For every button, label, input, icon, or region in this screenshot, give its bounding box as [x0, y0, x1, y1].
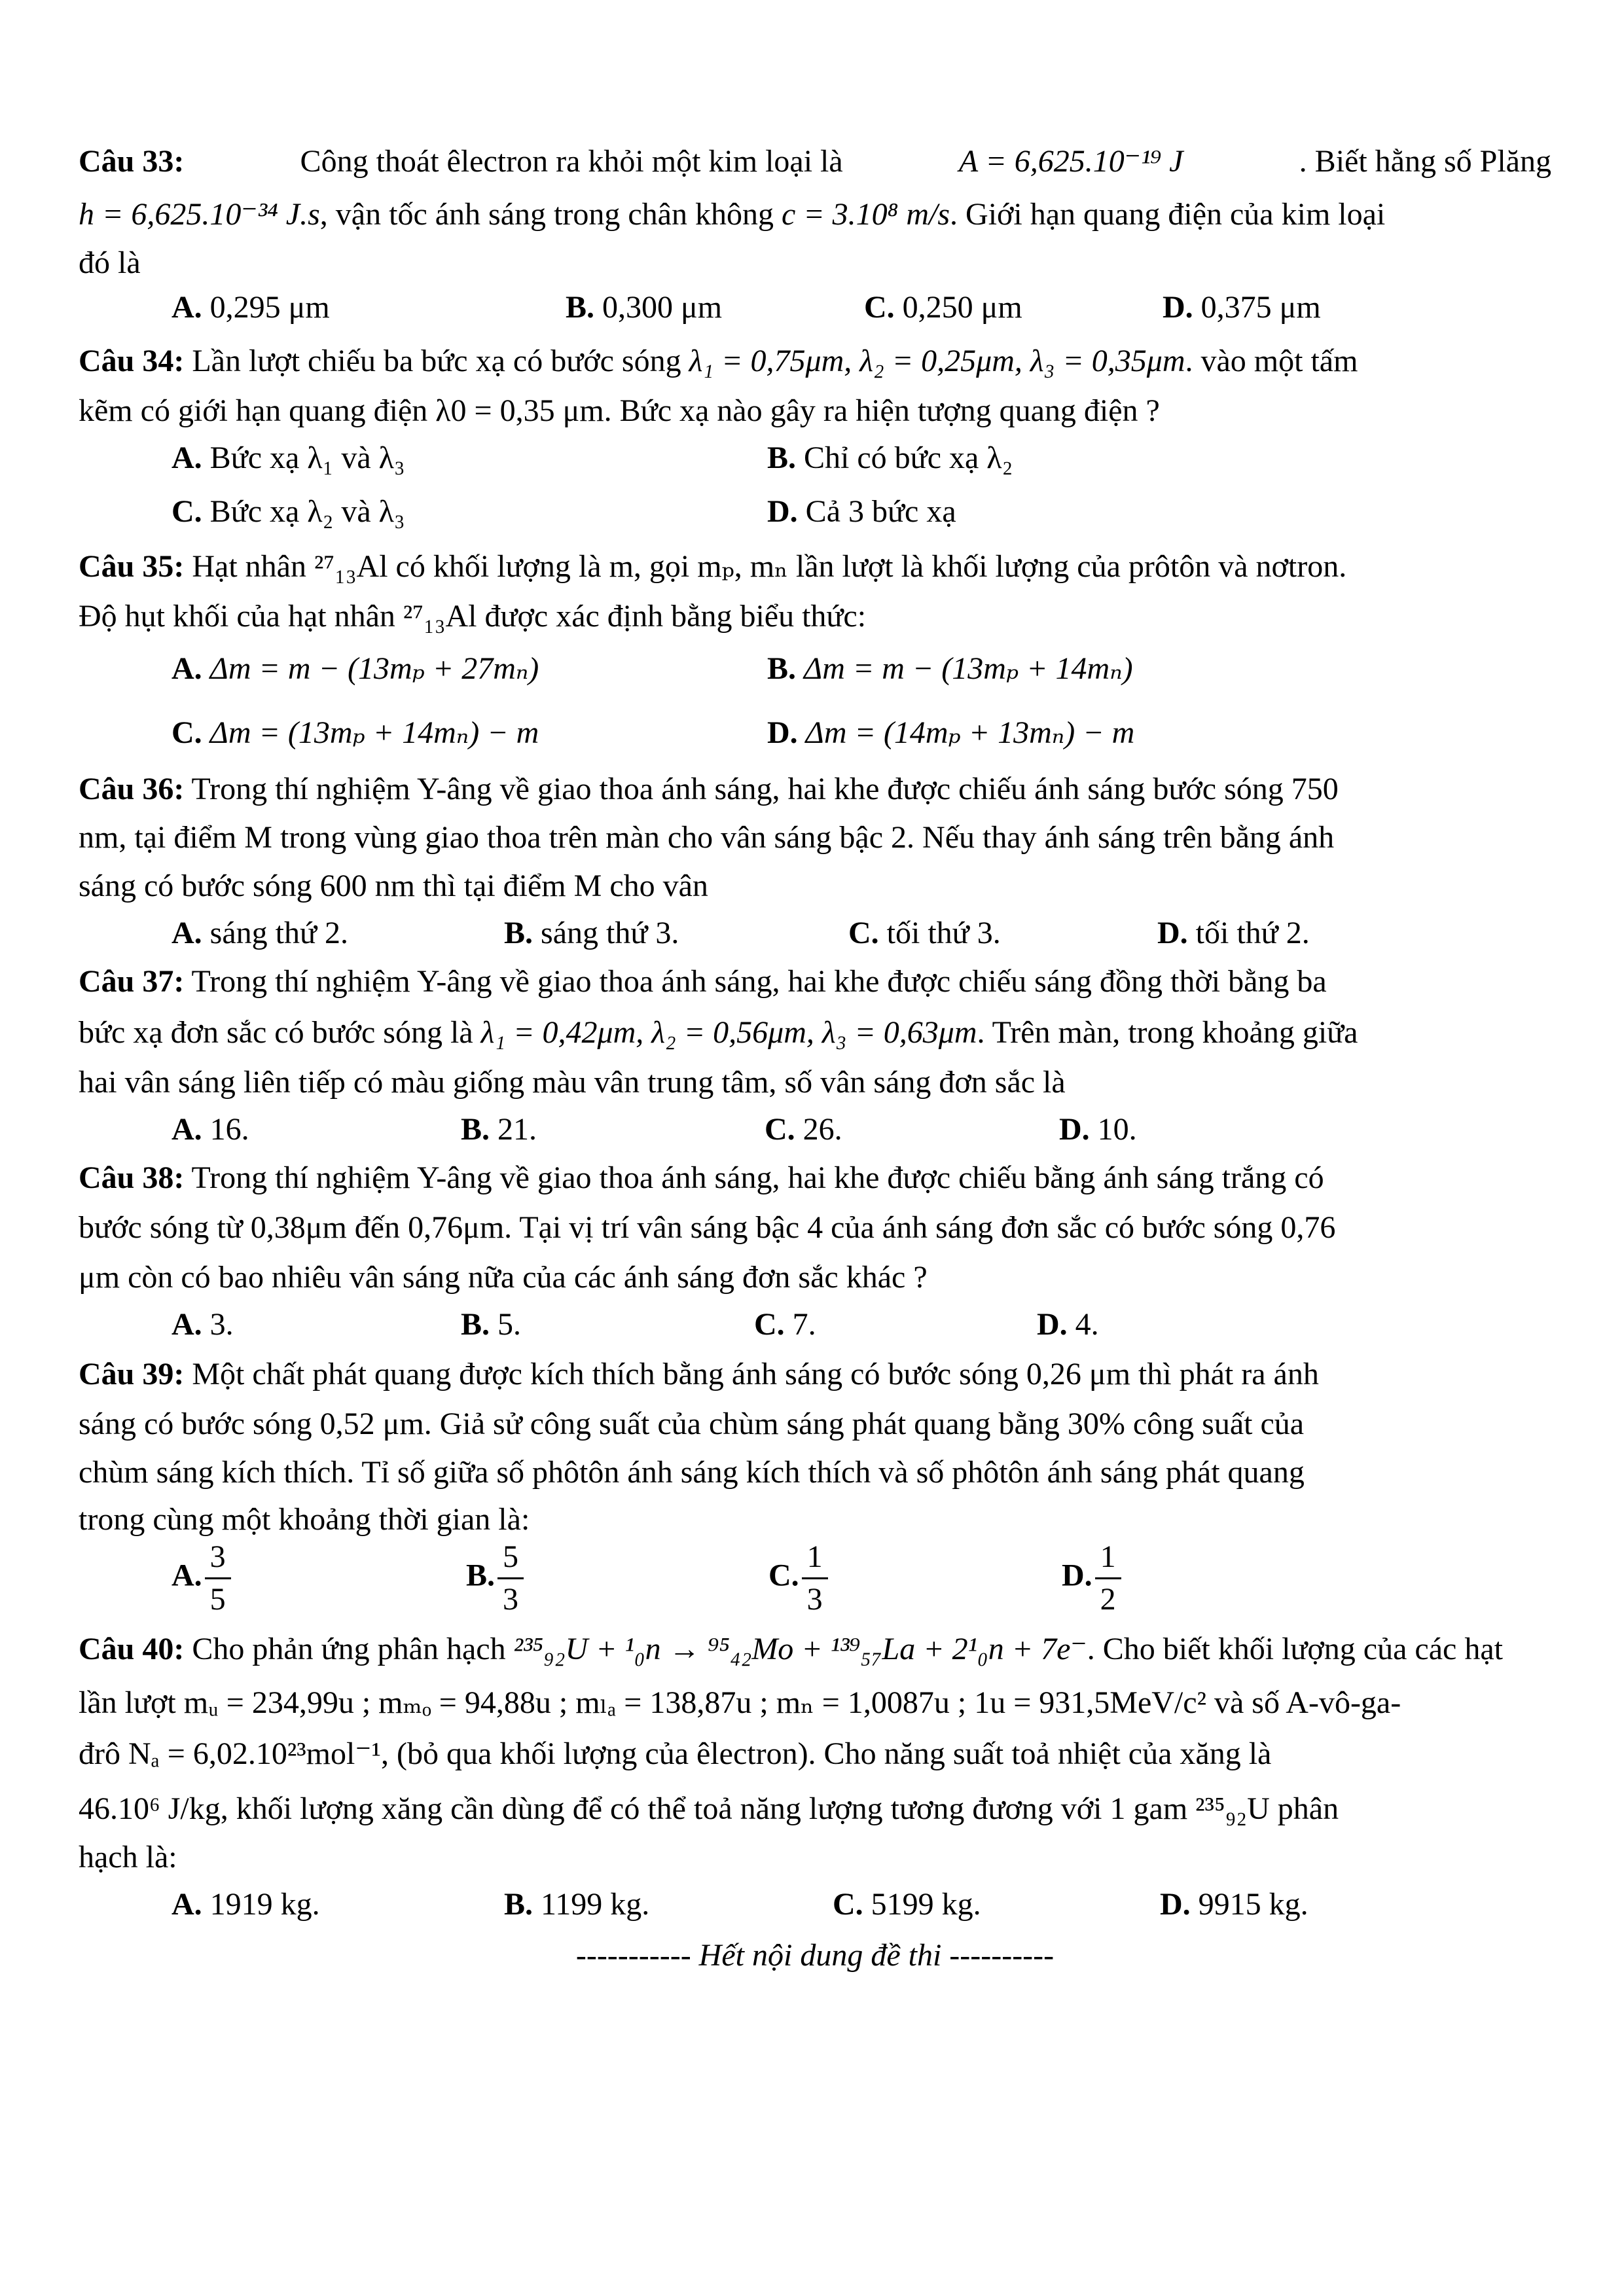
option-letter: A.	[171, 1887, 202, 1922]
option-text: tối thứ 2.	[1195, 916, 1310, 950]
option-text: Δm = m − (13mₚ + 27mₙ)	[209, 651, 539, 686]
q33-math-1: A = 6,625.10⁻¹⁹ J	[958, 144, 1183, 179]
q37-option-a	[171, 1110, 249, 1149]
q39-line-2: sáng có bước sóng 0,52 μm. Giả sử công suất của chùm sáng phát quang bằng 30% công suất của	[79, 1407, 1305, 1441]
q40-tail-1: . Cho biết khối lượng của các hạt	[1087, 1632, 1503, 1666]
option-text: Cả 3 bức xạ	[805, 494, 956, 529]
q35-option-c	[171, 713, 539, 753]
q34-label: Câu 34:	[79, 344, 185, 378]
option-letter: C.	[171, 494, 202, 529]
q40-line-4: 46.10⁶ J/kg, khối lượng xăng cần dùng để có thể toả năng lượng tương đương với 1 gam ²³⁵₉₂U phân	[79, 1791, 1339, 1826]
q36-line-1	[79, 770, 1339, 809]
q33-option-a	[171, 288, 330, 327]
option-text: 16.	[209, 1112, 249, 1147]
option-letter: D.	[767, 494, 798, 529]
q36-option-b	[504, 914, 679, 953]
numerator: 1	[1095, 1537, 1121, 1579]
q39-line-4: trong cùng một khoảng thời gian là:	[79, 1502, 530, 1537]
q34-math-1: λ₁ = 0,75μm, λ₂ = 0,25μm, λ₃ = 0,35μm	[689, 344, 1185, 378]
q38-line-1	[79, 1158, 1324, 1198]
q39-option-a	[171, 1537, 231, 1620]
q35-text-1: Hạt nhân ²⁷₁₃Al có khối lượng là m, gọi mₚ, mₙ lần lượt là khối lượng của prôtôn và nơtron.	[192, 549, 1347, 584]
q33-line-2	[79, 195, 1385, 234]
option-text: Chỉ có bức xạ λ₂	[804, 440, 1013, 475]
option-letter: C.	[864, 290, 895, 325]
q34-line-2: kẽm có giới hạn quang điện λ0 = 0,35 μm. Bức xạ nào gây ra hiện tượng quang điện ?	[79, 393, 1160, 428]
option-text: 5.	[497, 1307, 522, 1342]
q33-tail-1: . Biết hằng số Plăng	[1299, 144, 1551, 179]
numerator: 1	[802, 1537, 828, 1579]
q36-line-3: sáng có bước sóng 600 nm thì tại điểm M cho vân	[79, 869, 708, 903]
q34-option-b	[767, 439, 1013, 478]
fraction	[802, 1537, 828, 1620]
q37-option-d	[1059, 1110, 1137, 1149]
q35-option-a	[171, 649, 539, 689]
q36-option-a	[171, 914, 348, 953]
q33-text-2: , vận tốc ánh sáng trong chân không	[319, 197, 774, 232]
option-text: Δm = (13mₚ + 14mₙ) − m	[209, 715, 539, 750]
denominator: 3	[503, 1582, 519, 1617]
option-text: Δm = (14mₚ + 13mₙ) − m	[805, 715, 1135, 750]
q33-option-d	[1163, 288, 1321, 327]
q37-text-1: Trong thí nghiệm Y-âng về giao thoa ánh sáng, hai khe được chiếu sáng đồng thời bằng ba	[191, 964, 1327, 999]
denominator: 2	[1100, 1582, 1116, 1617]
option-text: 10.	[1097, 1112, 1137, 1147]
q33-text-1: Công thoát êlectron ra khỏi một kim loại là	[300, 144, 843, 179]
q39-text-1: Một chất phát quang được kích thích bằng ánh sáng có bước sóng 0,26 μm thì phát ra ánh	[192, 1357, 1319, 1391]
q37-line-3: hai vân sáng liên tiếp có màu giống màu vân trung tâm, số vân sáng đơn sắc là	[79, 1065, 1066, 1100]
q37-text-2: bức xạ đơn sắc có bước sóng là	[79, 1015, 473, 1050]
q37-label: Câu 37:	[79, 964, 185, 999]
option-letter: B.	[504, 1887, 533, 1922]
option-text: tối thứ 3.	[886, 916, 1001, 950]
option-text: sáng thứ 3.	[541, 916, 679, 950]
q38-label: Câu 38:	[79, 1160, 185, 1195]
option-text: 0,300 μm	[602, 290, 723, 325]
option-letter: C.	[833, 1887, 863, 1922]
q39-label: Câu 39:	[79, 1357, 185, 1391]
option-letter: B.	[461, 1112, 490, 1147]
q36-label: Câu 36:	[79, 772, 185, 806]
end-of-exam-footer: ----------- Hết nội dung đề thi ----------	[575, 1938, 1055, 1973]
option-text: 21.	[497, 1112, 537, 1147]
option-letter: C.	[768, 1558, 799, 1593]
q35-label: Câu 35:	[79, 549, 185, 584]
option-letter: C.	[765, 1112, 795, 1147]
option-text: Bức xạ λ₁ và λ₃	[209, 440, 405, 475]
q33-math-2: h = 6,625.10⁻³⁴ J.s	[79, 197, 320, 232]
q40-line-3: đrô Nₐ = 6,02.10²³mol⁻¹, (bỏ qua khối lượng của êlectron). Cho năng suất toả nhiệt của xăng là	[79, 1736, 1272, 1771]
q37-line-2	[79, 1013, 1358, 1052]
option-letter: C.	[754, 1307, 785, 1342]
q34-option-c	[171, 492, 405, 531]
q40-line-5: hạch là:	[79, 1840, 177, 1874]
q40-label: Câu 40:	[79, 1632, 185, 1666]
q34-option-d	[767, 492, 956, 531]
q35-line-2: Độ hụt khối của hạt nhân ²⁷₁₃Al được xác định bằng biểu thức:	[79, 599, 867, 634]
option-text: sáng thứ 2.	[209, 916, 349, 950]
q33-label: Câu 33:	[79, 144, 185, 179]
option-letter: D.	[1157, 916, 1188, 950]
q37-tail-2: . Trên màn, trong khoảng giữa	[977, 1015, 1358, 1050]
option-letter: A.	[171, 1558, 202, 1593]
option-text: 26.	[803, 1112, 842, 1147]
q38-text-1: Trong thí nghiệm Y-âng về giao thoa ánh sáng, hai khe được chiếu bằng ánh sáng trắng có	[191, 1160, 1324, 1195]
option-letter: B.	[461, 1307, 490, 1342]
q38-option-b	[461, 1305, 521, 1344]
q36-option-d	[1157, 914, 1310, 953]
q40-line-1	[79, 1630, 1503, 1669]
fraction	[497, 1537, 524, 1620]
option-letter: B.	[767, 651, 797, 686]
option-letter: A.	[171, 651, 202, 686]
q38-line-3: μm còn có bao nhiêu vân sáng nữa của các ánh sáng đơn sắc khác ?	[79, 1260, 928, 1295]
q33-line-1	[79, 142, 1551, 181]
option-letter: A.	[171, 1112, 202, 1147]
option-letter: C.	[848, 916, 879, 950]
option-letter: D.	[1062, 1558, 1092, 1593]
option-letter: B.	[767, 440, 797, 475]
q40-option-d	[1160, 1885, 1308, 1924]
option-letter: D.	[1160, 1887, 1191, 1922]
q37-line-1	[79, 962, 1327, 1001]
option-letter: D.	[1163, 290, 1193, 325]
q35-option-d	[767, 713, 1134, 753]
q39-option-c	[768, 1537, 828, 1620]
q38-option-a	[171, 1305, 234, 1344]
option-text: Bức xạ λ₂ và λ₃	[209, 494, 405, 529]
q38-option-d	[1037, 1305, 1099, 1344]
q34-text-1: Lần lượt chiếu ba bức xạ có bước sóng	[192, 344, 681, 378]
q40-option-c	[833, 1885, 981, 1924]
option-text: 0,375 μm	[1200, 290, 1321, 325]
q33-option-b	[566, 288, 722, 327]
option-text: 5199 kg.	[871, 1887, 981, 1922]
option-text: 1919 kg.	[209, 1887, 320, 1922]
fraction	[205, 1537, 231, 1620]
q40-option-a	[171, 1885, 320, 1924]
numerator: 5	[497, 1537, 524, 1579]
q34-line-1	[79, 342, 1358, 381]
option-letter: C.	[171, 715, 202, 750]
q37-math-2: λ₁ = 0,42μm, λ₂ = 0,56μm, λ₃ = 0,63μm	[480, 1015, 977, 1050]
option-letter: B.	[566, 290, 595, 325]
q36-option-c	[848, 914, 1001, 953]
q39-line-1	[79, 1355, 1319, 1394]
q38-option-c	[754, 1305, 816, 1344]
q34-option-a	[171, 439, 405, 478]
q36-text-1: Trong thí nghiệm Y-âng về giao thoa ánh sáng, hai khe được chiếu ánh sáng bước sóng 750	[191, 772, 1339, 806]
exam-page	[79, 0, 1551, 2296]
q39-option-d	[1062, 1537, 1121, 1620]
option-letter: D.	[1037, 1307, 1068, 1342]
q39-line-3: chùm sáng kích thích. Tỉ số giữa số phôtôn ánh sáng kích thích và số phôtôn ánh sáng phát quang	[79, 1455, 1305, 1490]
option-text: 9915 kg.	[1198, 1887, 1308, 1922]
fraction	[1095, 1537, 1121, 1620]
option-letter: A.	[171, 1307, 202, 1342]
q35-option-b	[767, 649, 1133, 689]
q33-option-c	[864, 288, 1022, 327]
option-letter: D.	[1059, 1112, 1090, 1147]
option-letter: A.	[171, 916, 202, 950]
q33-math-3: c = 3.10⁸ m/s	[781, 197, 950, 232]
option-text: 3.	[209, 1307, 234, 1342]
option-letter: D.	[767, 715, 798, 750]
option-text: Δm = m − (13mₚ + 14mₙ)	[804, 651, 1133, 686]
q37-option-b	[461, 1110, 537, 1149]
q34-tail-1: . vào một tấm	[1185, 344, 1358, 378]
q33-line-3: đó là	[79, 245, 141, 280]
q40-math-1: ²³⁵₉₂U + ¹₀n → ⁹⁵₄₂Mo + ¹³⁹₅₇La + 2¹₀n + 7e⁻	[513, 1632, 1087, 1666]
denominator: 3	[806, 1582, 823, 1617]
q40-text-1: Cho phản ứng phân hạch	[192, 1632, 506, 1666]
option-letter: B.	[466, 1558, 496, 1593]
q36-line-2: nm, tại điểm M trong vùng giao thoa trên màn cho vân sáng bậc 2. Nếu thay ánh sáng trên bằng ánh	[79, 820, 1335, 855]
q40-line-2: lần lượt mᵤ = 234,99u ; mₘₒ = 94,88u ; mₗₐ = 138,87u ; mₙ = 1,0087u ; 1u = 931,5MeV/c² và số A-vô-ga-	[79, 1685, 1401, 1720]
denominator: 5	[209, 1582, 226, 1617]
q37-option-c	[765, 1110, 842, 1149]
option-text: 4.	[1075, 1307, 1099, 1342]
numerator: 3	[205, 1537, 231, 1579]
q38-line-2: bước sóng từ 0,38μm đến 0,76μm. Tại vị trí vân sáng bậc 4 của ánh sáng đơn sắc có bước sóng 0,76	[79, 1210, 1336, 1245]
option-letter: A.	[171, 440, 202, 475]
q33-tail-2: . Giới hạn quang điện của kim loại	[950, 197, 1386, 232]
option-letter: A.	[171, 290, 202, 325]
option-text: 7.	[792, 1307, 816, 1342]
q40-option-b	[504, 1885, 649, 1924]
option-letter: B.	[504, 916, 533, 950]
q35-line-1	[79, 547, 1346, 586]
option-text: 0,295 μm	[209, 290, 330, 325]
option-text: 1199 kg.	[541, 1887, 650, 1922]
option-text: 0,250 μm	[902, 290, 1022, 325]
q39-option-b	[466, 1537, 524, 1620]
